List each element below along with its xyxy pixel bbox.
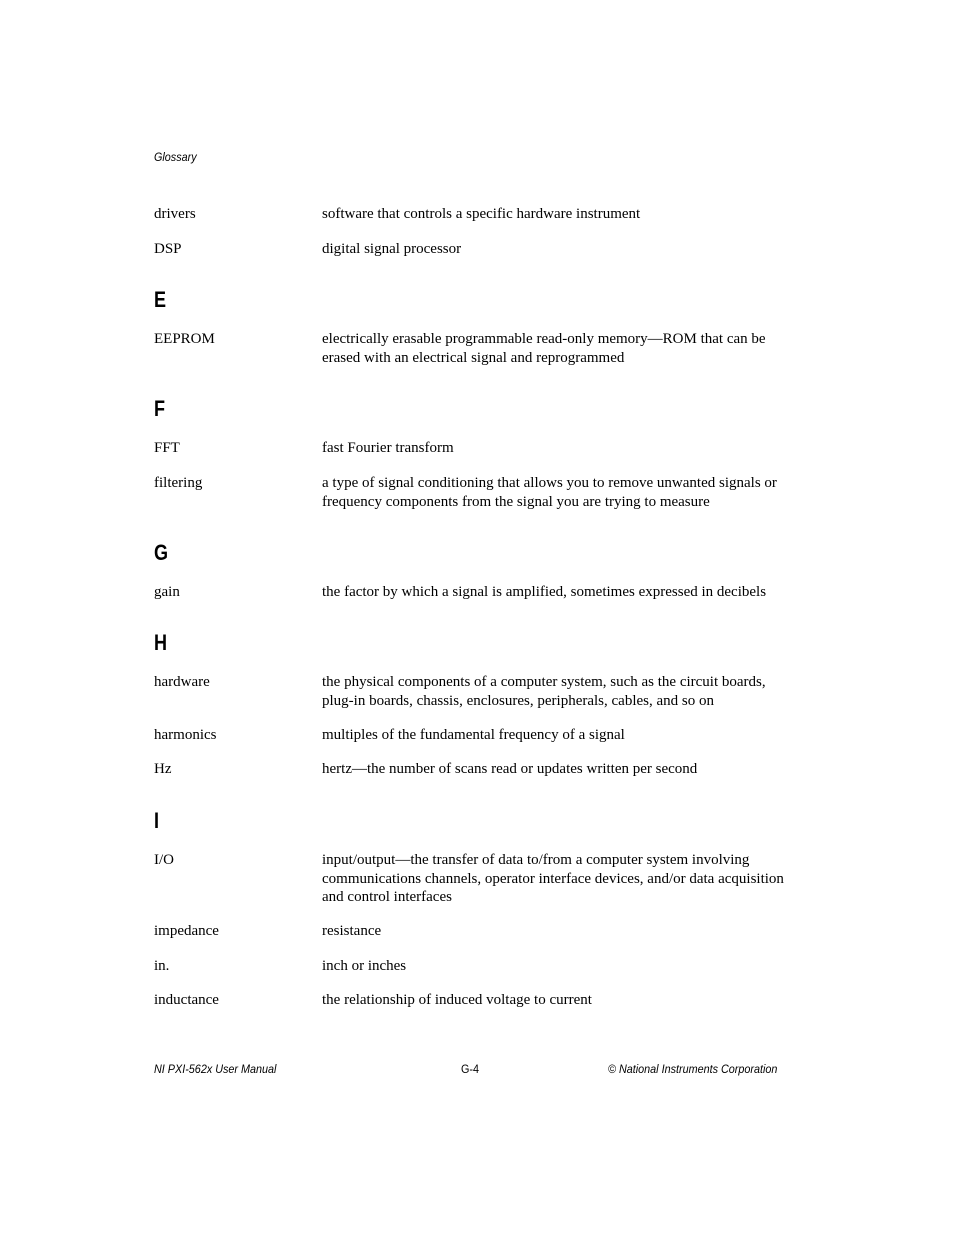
glossary-definition: the physical components of a computer system, such as the circuit boards, plug-in boards, chassis, enclosures, peripherals, cables, and so on: [322, 674, 766, 709]
footer-manual-title: NI PXI-562x User Manual: [154, 1062, 277, 1076]
glossary-definition: multiples of the fundamental frequency of a signal: [322, 727, 625, 743]
glossary-definition: inch or inches: [322, 958, 407, 974]
footer-page-number: G-4: [461, 1062, 480, 1076]
glossary-term: DSP: [154, 241, 182, 257]
glossary-definition: the relationship of induced voltage to current: [322, 992, 592, 1008]
glossary-term: gain: [154, 584, 180, 600]
glossary-definition: a type of signal conditioning that allows you to remove unwanted signals or frequency components from the signal you are trying to measure: [322, 475, 777, 510]
glossary-definition: digital signal processor: [322, 241, 462, 257]
glossary-definition: fast Fourier transform: [322, 440, 454, 456]
glossary-definition: input/output—the transfer of data to/from a computer system involving communications channels, operator interface devices, and/or data acquisition and control interfaces: [322, 852, 784, 905]
running-header: Glossary: [154, 150, 197, 164]
glossary-term: harmonics: [154, 727, 217, 743]
letter-heading-e: E: [154, 287, 167, 312]
letter-heading-f: F: [154, 396, 166, 421]
glossary-definition: resistance: [322, 923, 382, 939]
glossary-term: drivers: [154, 206, 196, 222]
glossary-term: hardware: [154, 674, 210, 690]
glossary-term: impedance: [154, 923, 219, 939]
glossary-definition: software that controls a specific hardware instrument: [322, 206, 641, 222]
glossary-definition: hertz—the number of scans read or updates written per second: [322, 761, 698, 777]
glossary-term: FFT: [154, 440, 180, 456]
footer-copyright: © National Instruments Corporation: [608, 1062, 778, 1076]
glossary-definition: electrically erasable programmable read-only memory—ROM that can be erased with an electrical signal and reprogrammed: [322, 331, 766, 366]
glossary-term: filtering: [154, 475, 203, 491]
glossary-term: inductance: [154, 992, 219, 1008]
glossary-term: EEPROM: [154, 331, 215, 347]
letter-heading-g: G: [154, 540, 169, 565]
glossary-term: Hz: [154, 761, 172, 777]
glossary-term: in.: [154, 958, 170, 974]
letter-heading-h: H: [154, 630, 168, 655]
glossary-definition: the factor by which a signal is amplified, sometimes expressed in decibels: [322, 584, 767, 600]
glossary-term: I/O: [154, 852, 174, 868]
letter-heading-i: I: [154, 808, 160, 833]
